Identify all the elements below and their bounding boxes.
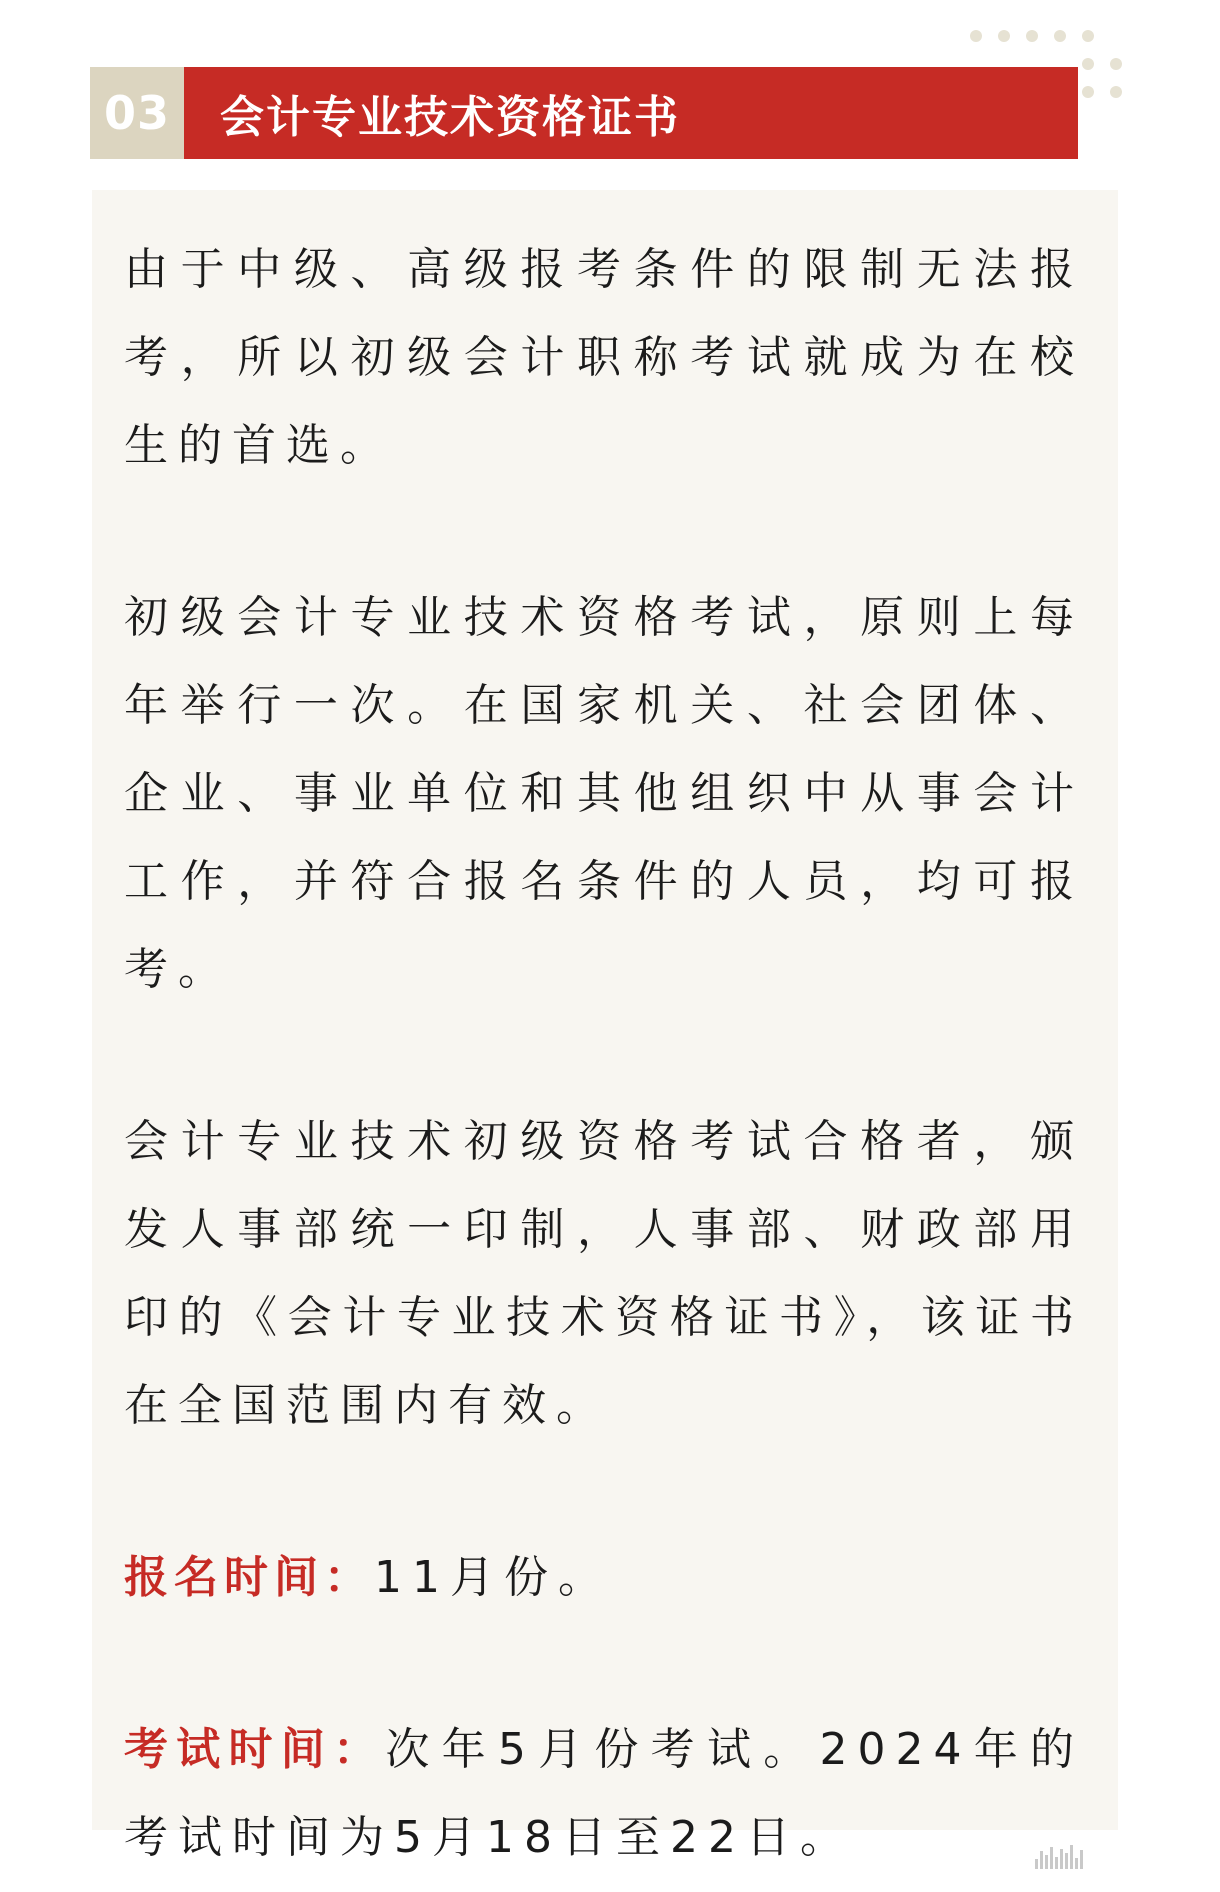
section-header — [90, 67, 1078, 159]
dot — [1082, 86, 1094, 98]
paragraph-3: 会计专业技术初级资格考试合格者，颁发人事部统一印制，人事部、财政部用印的《会计专业技术资格证书》，该证书在全国范围内有效。 — [124, 1116, 1084, 1431]
dot — [1054, 30, 1066, 42]
exam-time — [124, 1706, 1084, 1882]
dot — [1026, 30, 1038, 42]
dot — [1110, 30, 1122, 42]
section-number: 03 — [103, 86, 170, 140]
dot — [998, 30, 1010, 42]
registration-time — [124, 1534, 1084, 1622]
paragraph-2: 初级会计专业技术资格考试，原则上每年举行一次。在国家机关、社会团体、企业、事业单位和其他组织中从事会计工作，并符合报名条件的人员，均可报考。 — [124, 592, 1084, 995]
exam-time-value: 次年5月份考试。2024年的考试时间为5月18日至22日。 — [124, 1724, 1084, 1863]
registration-time-label: 报名时间： — [124, 1552, 374, 1603]
registration-time-value: 11月份。 — [374, 1552, 612, 1603]
dot — [1082, 58, 1094, 70]
paragraph-1: 由于中级、高级报考条件的限制无法报考，所以初级会计职称考试就成为在校生的首选。 — [124, 244, 1084, 471]
dot — [1110, 86, 1122, 98]
watermark-icon — [1035, 1845, 1083, 1869]
section-title: 会计专业技术资格证书 — [220, 92, 680, 143]
exam-time-label: 考试时间： — [124, 1724, 386, 1775]
article-body — [124, 226, 1084, 1882]
dot — [970, 30, 982, 42]
section-title-bar — [184, 67, 1078, 159]
section-number-box — [90, 67, 184, 159]
dot — [1082, 30, 1094, 42]
dot — [1110, 58, 1122, 70]
